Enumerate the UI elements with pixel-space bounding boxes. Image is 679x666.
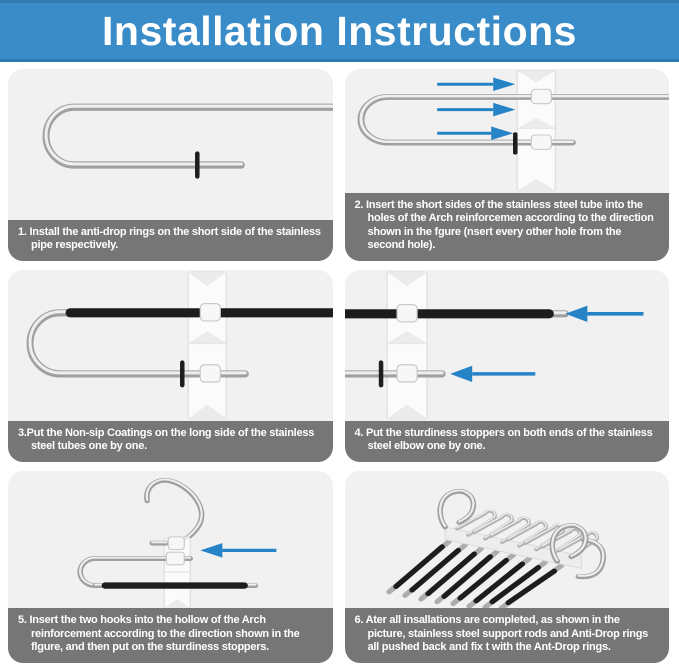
step1-illustration <box>8 69 333 220</box>
coated-rod <box>95 585 255 586</box>
hanger-hook <box>147 479 202 543</box>
arrow-right-icon <box>437 77 515 91</box>
arch-reinforcement-strip <box>188 272 226 419</box>
strip-clip <box>200 304 220 321</box>
step-caption: 6. Ater all insallations are completed, as shown in the picture, stainless steel support rods and Anti-Drop rings all pushed back and fix t with the Ant-Drop rings. <box>354 614 649 654</box>
arrow-left-icon <box>565 306 643 322</box>
step-caption: 3.Put the Non-sip Coatings on the long side of the stainless steel tubes one by one. <box>18 426 315 453</box>
step5-illustration <box>8 471 333 608</box>
step-caption-bar <box>345 421 670 462</box>
step-caption: 2. Insert the short sides of the stainless steel tube into the holes of the Arch reinforcemen according to the direction shown in the fgure (nsert every other hole from the second hole). <box>354 198 654 252</box>
step-caption-bar <box>8 220 333 261</box>
step-card-2 <box>345 69 670 261</box>
arrow-left-icon <box>200 543 276 557</box>
strip-clip <box>200 365 220 382</box>
strip-clip <box>397 305 417 322</box>
step2-illustration <box>345 69 670 193</box>
strip-clip <box>166 552 184 565</box>
step-card-4 <box>345 270 670 462</box>
steel-tube <box>345 373 442 374</box>
step-card-5 <box>8 471 333 663</box>
step-caption-bar <box>345 193 670 262</box>
steps-grid <box>8 69 669 663</box>
step-card-6 <box>345 471 670 663</box>
arrow-left-icon <box>450 366 535 382</box>
assembled-hanger <box>389 490 603 608</box>
step-caption: 1. Install the anti-drop rings on the short side of the stainless pipe respectively. <box>18 225 321 252</box>
step-caption: 5. Insert the two hooks into the hollow of the Arch reinforcement according to the direction shown in the flgure, and then put on the sturdiness stoppers. <box>18 614 300 654</box>
step4-illustration <box>345 270 670 421</box>
step-caption-bar <box>8 421 333 462</box>
strip-clip <box>397 365 417 382</box>
step3-illustration <box>8 270 333 421</box>
strip-clip <box>531 135 551 149</box>
strip-clip <box>531 89 551 103</box>
arch-reinforcement-strip <box>517 71 555 191</box>
step-card-1 <box>8 69 333 261</box>
steel-tube <box>46 106 332 165</box>
arrow-right-icon <box>437 103 515 117</box>
step-caption: 4. Put the sturdiness stoppers on both ends of the stainless steel elbow one by one. <box>354 426 653 453</box>
header-banner <box>0 0 679 62</box>
step-card-3 <box>8 270 333 462</box>
hook-pin <box>152 537 184 550</box>
step-caption-bar <box>8 608 333 663</box>
page-title: Installation Instructions <box>102 7 577 54</box>
step-caption-bar <box>345 608 670 663</box>
step6-illustration <box>345 471 670 608</box>
arch-reinforcement-strip <box>387 272 427 419</box>
arrow-right-icon <box>437 127 513 141</box>
